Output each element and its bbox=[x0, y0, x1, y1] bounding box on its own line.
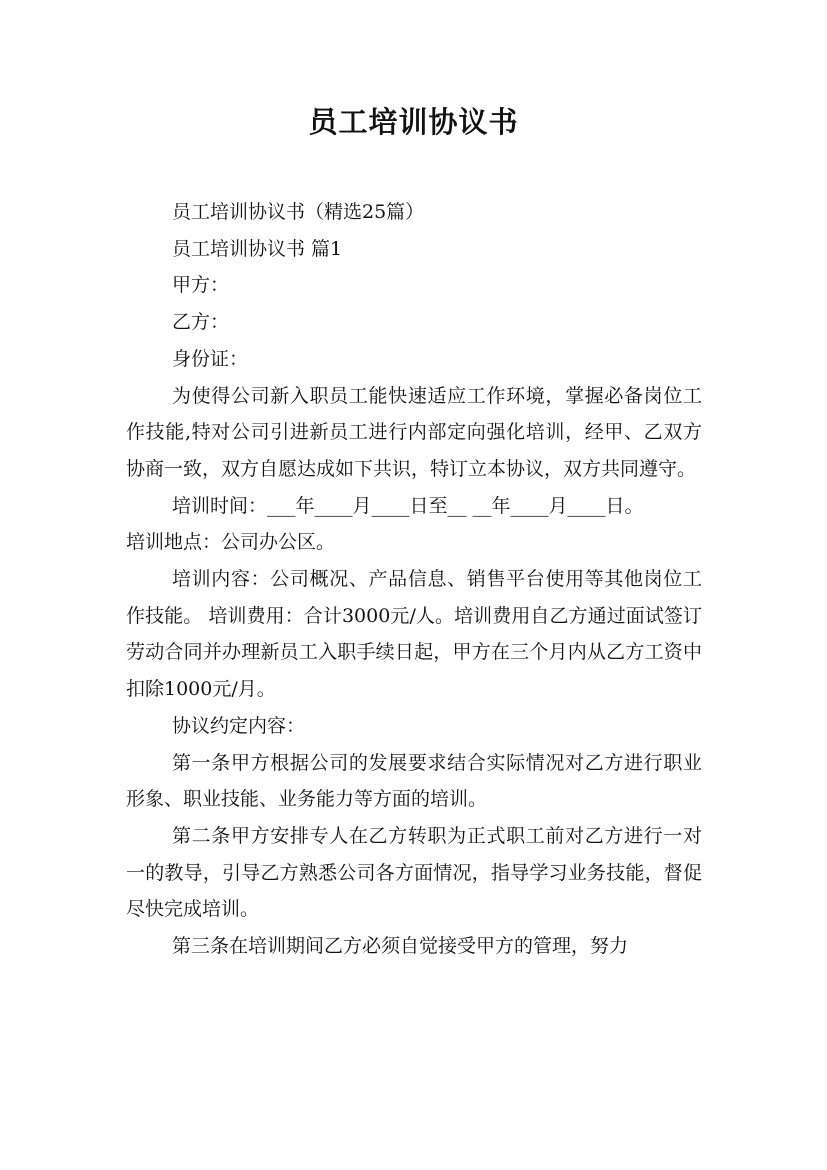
section-heading: 员工培训协议书 篇1 bbox=[172, 237, 343, 260]
agreement-heading: 协议约定内容： bbox=[172, 714, 306, 737]
training-content-paragraph: 培训内容：公司概况、产品信息、销售平台使用等其他岗位工作技能。 培训费用：合计3000元/人。培训费用自乙方通过面试签订劳动合同并办理新员工入职手续日起，甲方在三个月内从乙方工资中扣除1000元/月。 bbox=[126, 568, 702, 701]
document-body bbox=[126, 194, 702, 965]
training-time-line: 培训时间：___年____月____日至__ __年____月____日。 bbox=[172, 494, 644, 517]
article-1: 第一条甲方根据公司的发展要求结合实际情况对乙方进行职业形象、职业技能、业务能力等方面的培训。 bbox=[126, 751, 702, 811]
article-2: 第二条甲方安排专人在乙方转职为正式职工前对乙方进行一对一的教导，引导乙方熟悉公司各方面情况，指导学习业务技能，督促尽快完成培训。 bbox=[126, 824, 702, 921]
subtitle-line: 员工培训协议书（精选25篇） bbox=[172, 201, 425, 223]
article-3: 第三条在培训期间乙方必须自觉接受甲方的管理，努力 bbox=[172, 935, 629, 958]
id-card-line: 身份证： bbox=[172, 347, 249, 370]
party-b-line: 乙方： bbox=[172, 311, 230, 334]
intro-paragraph: 为使得公司新入职员工能快速适应工作环境，掌握必备岗位工作技能,特对公司引进新员工进行内部定向强化培训，经甲、乙双方协商一致，双方自愿达成如下共识，特订立本协议，双方共同遵守。 bbox=[126, 384, 702, 480]
document-title: 员工培训协议书 bbox=[308, 105, 519, 139]
party-a-line: 甲方： bbox=[172, 274, 230, 297]
training-location-line: 培训地点：公司办公区。 bbox=[126, 531, 336, 554]
